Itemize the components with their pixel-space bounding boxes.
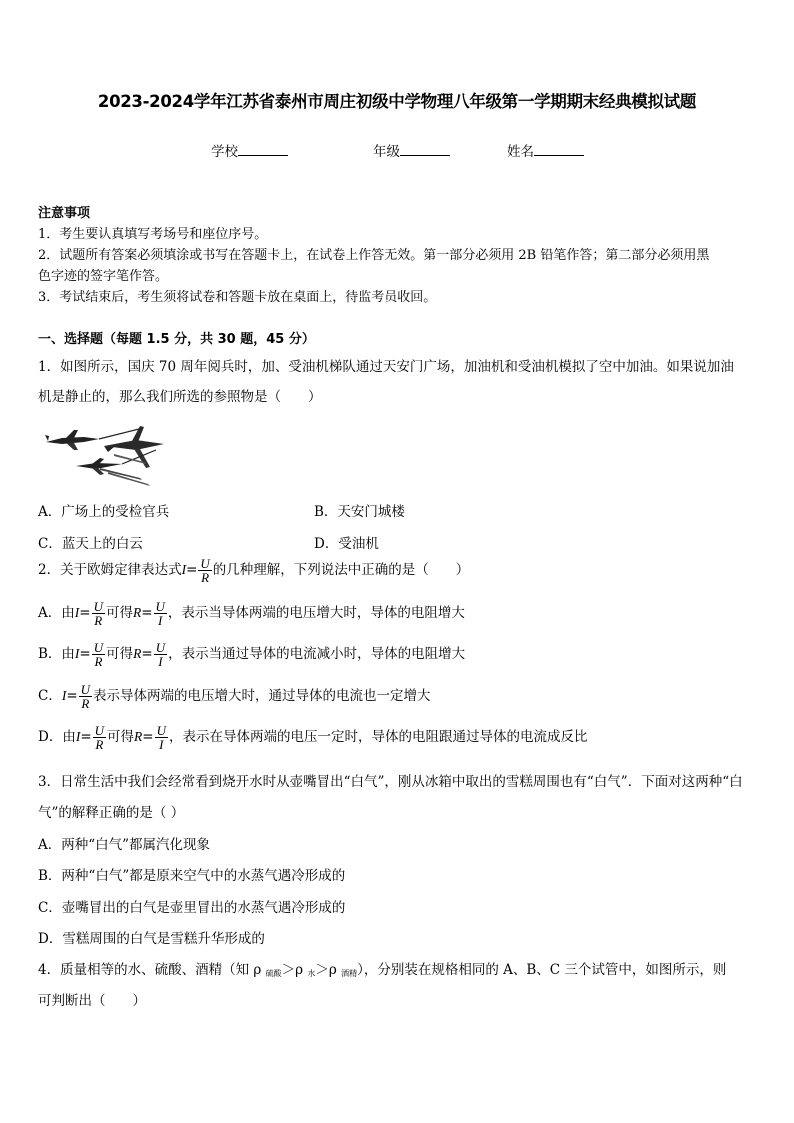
refueling-aircraft-figure: [44, 424, 170, 488]
question-4-line-2: 可判断出（ ）: [38, 993, 146, 1009]
question-3-line-2: 气”的解释正确的是（ ）: [38, 805, 185, 821]
question-3-option-a[interactable]: A．两种“白气”都属汽化现象: [38, 837, 211, 853]
grade-field[interactable]: [373, 140, 450, 160]
question-1-line-2: 机是静止的，那么我们所选的参照物是（ ）: [38, 389, 322, 405]
school-blank[interactable]: [238, 142, 288, 156]
question-2-option-d[interactable]: D．由I= $\frac{U}{R}$ 可得R= $\frac{U}{I}$ ，表示在导体两端的电压一定时，导体的电阻跟通过导体的电流成反比: [38, 723, 588, 752]
question-3-line-1: 3．日常生活中我们会经常看到烧开水时从壶嘴冒出“白气”，刚从冰箱中取出的雪糕周围也有“白气”．下面对这两种“白: [38, 774, 743, 790]
notice-heading: 注意事项: [38, 206, 91, 221]
question-1-option-a[interactable]: A．广场上的受检官兵: [38, 504, 170, 520]
question-2-option-a[interactable]: A．由I= $\frac{U}{R}$ 可得R= $\frac{U}{I}$ ，表示当导体两端的电压增大时，导体的电阻增大: [38, 599, 465, 628]
question-1-line-1: 1．如图所示，国庆 70 周年阅兵时，加、受油机梯队通过天安门广场，加油机和受油机模拟了空中加油。如果说加油: [38, 359, 734, 375]
notice-item-1: 1．考生要认真填写考场号和座位序号。: [38, 227, 268, 242]
school-field[interactable]: [211, 140, 288, 160]
notice-item-2-cont: 色字迹的签字笔作答。: [38, 269, 169, 284]
grade-label: 年级: [373, 144, 400, 160]
question-3-option-d[interactable]: D．雪糕周围的白气是雪糕升华形成的: [38, 931, 265, 947]
notice-item-3: 3．考试结束后，考生须将试卷和答题卡放在桌面上，待监考员收回。: [38, 290, 437, 305]
name-label: 姓名: [507, 144, 534, 160]
school-label: 学校: [211, 144, 238, 160]
question-1-option-d[interactable]: D．受油机: [314, 536, 379, 552]
ohm-formula-fraction: $\frac{U}{R}$: [200, 556, 210, 585]
notice-item-2: 2．试题所有答案必须填涂或书写在答题卡上，在试卷上作答无效。第一部分必须用 2B 铅笔作答；第二部分必须用黑: [38, 248, 710, 263]
question-1-option-b[interactable]: B．天安门城楼: [314, 504, 405, 520]
question-2-stem: 2．关于欧姆定律表达式I= $\frac{U}{R}$ 的几种理解，下列说法中正确的是（ ）: [38, 556, 470, 585]
exam-title: 2023-2024学年江苏省泰州市周庄初级中学物理八年级第一学期期末经典模拟试题: [97, 92, 697, 111]
grade-blank[interactable]: [400, 142, 450, 156]
question-2-option-c[interactable]: C．I= $\frac{U}{R}$ 表示导体两端的电压增大时，通过导体的电流也一定增大: [38, 682, 431, 711]
name-blank[interactable]: [534, 142, 584, 156]
name-field[interactable]: [507, 140, 584, 160]
question-1-option-c[interactable]: C．蓝天上的白云: [38, 536, 143, 552]
question-3-option-c[interactable]: C．壶嘴冒出的白气是壶里冒出的水蒸气遇冷形成的: [38, 900, 346, 916]
question-3-option-b[interactable]: B．两种“白气”都是原来空气中的水蒸气遇冷形成的: [38, 868, 346, 884]
question-4-line-1: 4．质量相等的水、硫酸、酒精（知 ρ $_{硫酸}$＞ρ $_水$＞ρ $_{酒精}$），分别装在规格相同的 A、B、C 三个试管中，如图所示，则: [38, 962, 727, 978]
question-2-option-b[interactable]: B．由I= $\frac{U}{R}$ 可得R= $\frac{U}{I}$ ，表示当通过导体的电流减小时，导体的电阻增大: [38, 640, 466, 669]
section-heading: 一、选择题（每题 1.5 分，共 30 题，45 分）: [38, 332, 315, 347]
